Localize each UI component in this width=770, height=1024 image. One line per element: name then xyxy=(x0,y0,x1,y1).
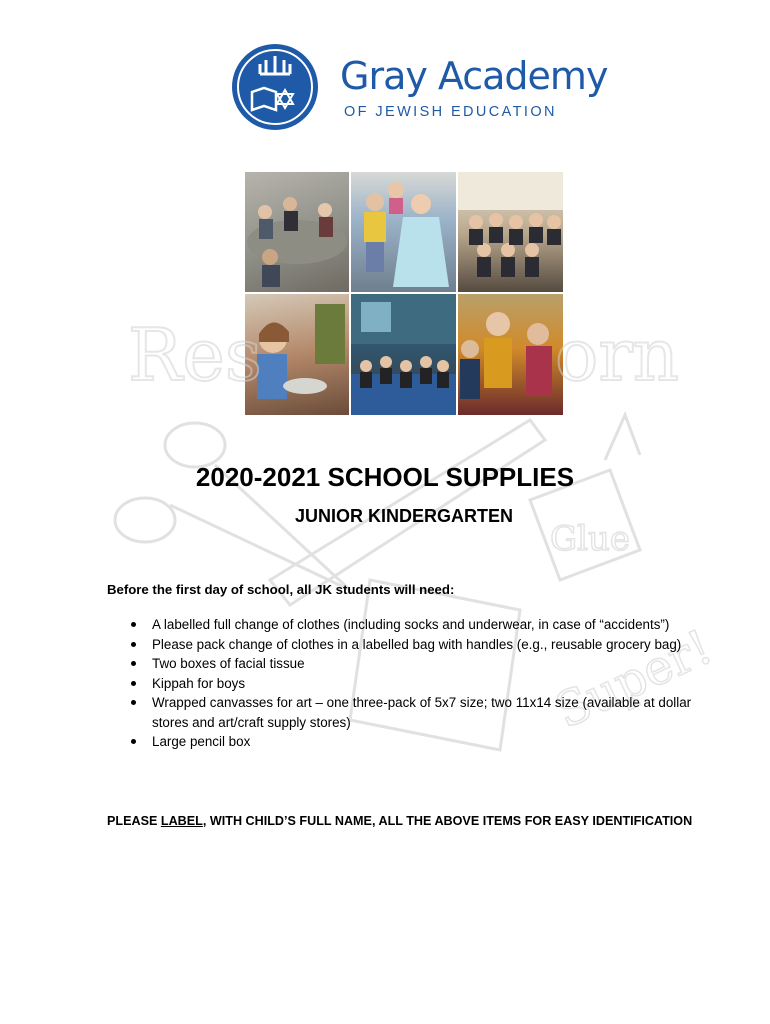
logo-tagline: OF JEWISH EDUCATION xyxy=(344,104,557,120)
grade-subtitle: JUNIOR KINDERGARTEN xyxy=(294,506,513,526)
footer-label-word: LABEL xyxy=(160,814,203,828)
footer-prefix: PLEASE xyxy=(107,814,161,828)
logo-wordmark: Gray Academy xyxy=(340,54,608,98)
list-item: Two boxes of facial tissue xyxy=(107,654,707,674)
photo-class-group xyxy=(458,172,563,292)
photo-classroom-circle xyxy=(245,172,349,292)
school-emblem-icon xyxy=(230,42,320,132)
list-item: Please pack change of clothes in a labelled bag with handles (e.g., reusable grocery bag) xyxy=(107,635,707,655)
list-item: A labelled full change of clothes (including socks and underwear, in case of “accidents”) xyxy=(107,615,707,635)
supply-list xyxy=(107,615,707,752)
svg-text:Res: Res xyxy=(128,313,262,397)
svg-text:Glue: Glue xyxy=(550,519,631,559)
labelling-instruction xyxy=(107,814,692,828)
list-item: Large pencil box xyxy=(107,732,707,752)
list-item: Kippah for boys xyxy=(107,674,707,694)
list-item: Wrapped canvasses for art – one three-pack of 5x7 size; two 11x14 size (available at dollar stores and art/craft supply stores) xyxy=(107,693,707,732)
intro-text: Before the first day of school, all JK students will need: xyxy=(107,582,455,597)
photo-costume-group xyxy=(351,172,456,292)
svg-text:Super!: Super! xyxy=(547,619,721,740)
svg-text:orn: orn xyxy=(555,313,680,397)
footer-suffix: , WITH CHILD’S FULL NAME, ALL THE ABOVE ITEMS FOR EASY IDENTIFICATION xyxy=(202,814,693,828)
page-title: 2020-2021 SCHOOL SUPPLIES xyxy=(195,462,575,492)
gray-academy-logo xyxy=(230,42,608,136)
